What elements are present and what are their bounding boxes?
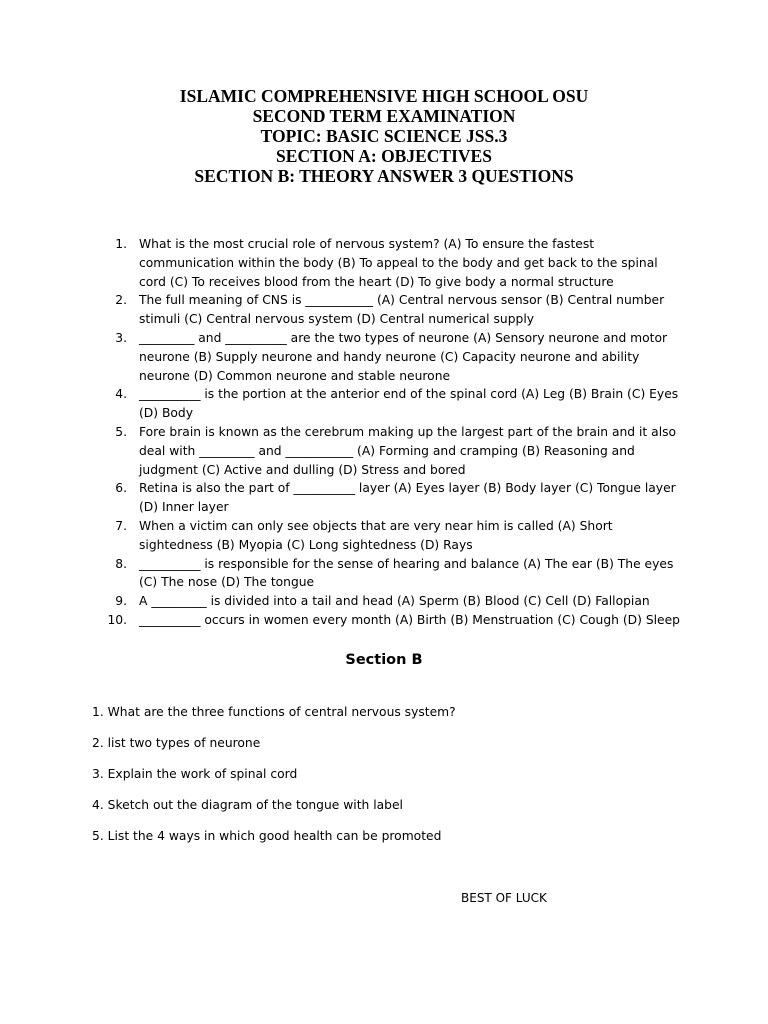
objective-question bbox=[92, 479, 682, 517]
closing-message: BEST OF LUCK bbox=[461, 891, 547, 905]
question-number: 2. bbox=[115, 293, 127, 308]
exam-title: SECOND TERM EXAMINATION bbox=[252, 106, 516, 126]
question-number: 4. bbox=[115, 387, 127, 402]
question-number: 5. bbox=[115, 424, 127, 439]
objective-question bbox=[92, 329, 682, 385]
question-text: A _________ is divided into a tail and head (A) Sperm (B) Blood (C) Cell (D) Fallopian bbox=[139, 594, 650, 609]
question-number: 6. bbox=[115, 481, 127, 496]
exam-topic: TOPIC: BASIC SCIENCE JSS.3 bbox=[260, 126, 508, 146]
question-number: 9. bbox=[115, 594, 127, 609]
exam-header bbox=[0, 86, 768, 186]
question-number: 7. bbox=[115, 518, 127, 533]
question-text: __________ is responsible for the sense of hearing and balance (A) The ear (B) The eyes (C) The nose (D) The tongue bbox=[139, 556, 674, 590]
objective-question bbox=[92, 423, 682, 479]
theory-questions-list bbox=[92, 703, 692, 857]
question-number: 1. bbox=[115, 237, 127, 251]
section-b-heading: SECTION B: THEORY ANSWER 3 QUESTIONS bbox=[194, 166, 574, 186]
question-text: What is the most crucial role of nervous system? (A) To ensure the fastest communication within the body (B) To appeal to the body and get back to the spinal cord (C) To receives blood from the heart (D) To give body a normal structure bbox=[139, 237, 658, 289]
objective-question bbox=[92, 385, 682, 423]
question-number: 3. bbox=[115, 330, 127, 345]
theory-question: 4. Sketch out the diagram of the tongue with label bbox=[92, 797, 403, 812]
objective-question bbox=[92, 235, 682, 291]
question-text: Retina is also the part of __________ layer (A) Eyes layer (B) Body layer (C) Tongue layer (D) Inner layer bbox=[139, 481, 676, 515]
theory-question: 2. list two types of neurone bbox=[92, 735, 261, 750]
theory-question: 5. List the 4 ways in which good health can be promoted bbox=[92, 828, 442, 843]
section-a-heading: SECTION A: OBJECTIVES bbox=[276, 146, 492, 166]
objective-question bbox=[92, 611, 682, 630]
question-number: 8. bbox=[115, 556, 127, 571]
theory-question: 1. What are the three functions of central nervous system? bbox=[92, 705, 456, 719]
question-number: 10. bbox=[107, 612, 127, 627]
question-text: __________ occurs in women every month (A) Birth (B) Menstruation (C) Cough (D) Sleep bbox=[139, 612, 680, 627]
question-text: When a victim can only see objects that are very near him is called (A) Short sightedness (B) Myopia (C) Long sightedness (D) Rays bbox=[139, 518, 613, 552]
objective-question bbox=[92, 555, 682, 593]
school-name: ISLAMIC COMPREHENSIVE HIGH SCHOOL OSU bbox=[179, 86, 589, 106]
theory-question: 3. Explain the work of spinal cord bbox=[92, 766, 298, 781]
objective-question bbox=[92, 291, 682, 329]
question-text: Fore brain is known as the cerebrum making up the largest part of the brain and it also deal with _________ and ___________ (A) Forming and cramping (B) Reasoning and judgment (C) Active and dulling (D) Stress and bored bbox=[139, 424, 677, 477]
objective-questions-list bbox=[92, 235, 682, 630]
objective-question bbox=[92, 592, 682, 611]
question-text: __________ is the portion at the anterior end of the spinal cord (A) Leg (B) Brain (C) Eyes (D) Body bbox=[139, 387, 679, 421]
section-b-title: Section B bbox=[345, 652, 423, 668]
question-text: _________ and __________ are the two types of neurone (A) Sensory neurone and motor neurone (B) Supply neurone and handy neurone (C) Capacity neurone and ability neurone (D) Common neurone and stable neurone bbox=[139, 330, 668, 383]
objective-question bbox=[92, 517, 682, 555]
question-text: The full meaning of CNS is ___________ (A) Central nervous sensor (B) Central number stimuli (C) Central nervous system (D) Central numerical supply bbox=[139, 293, 665, 327]
